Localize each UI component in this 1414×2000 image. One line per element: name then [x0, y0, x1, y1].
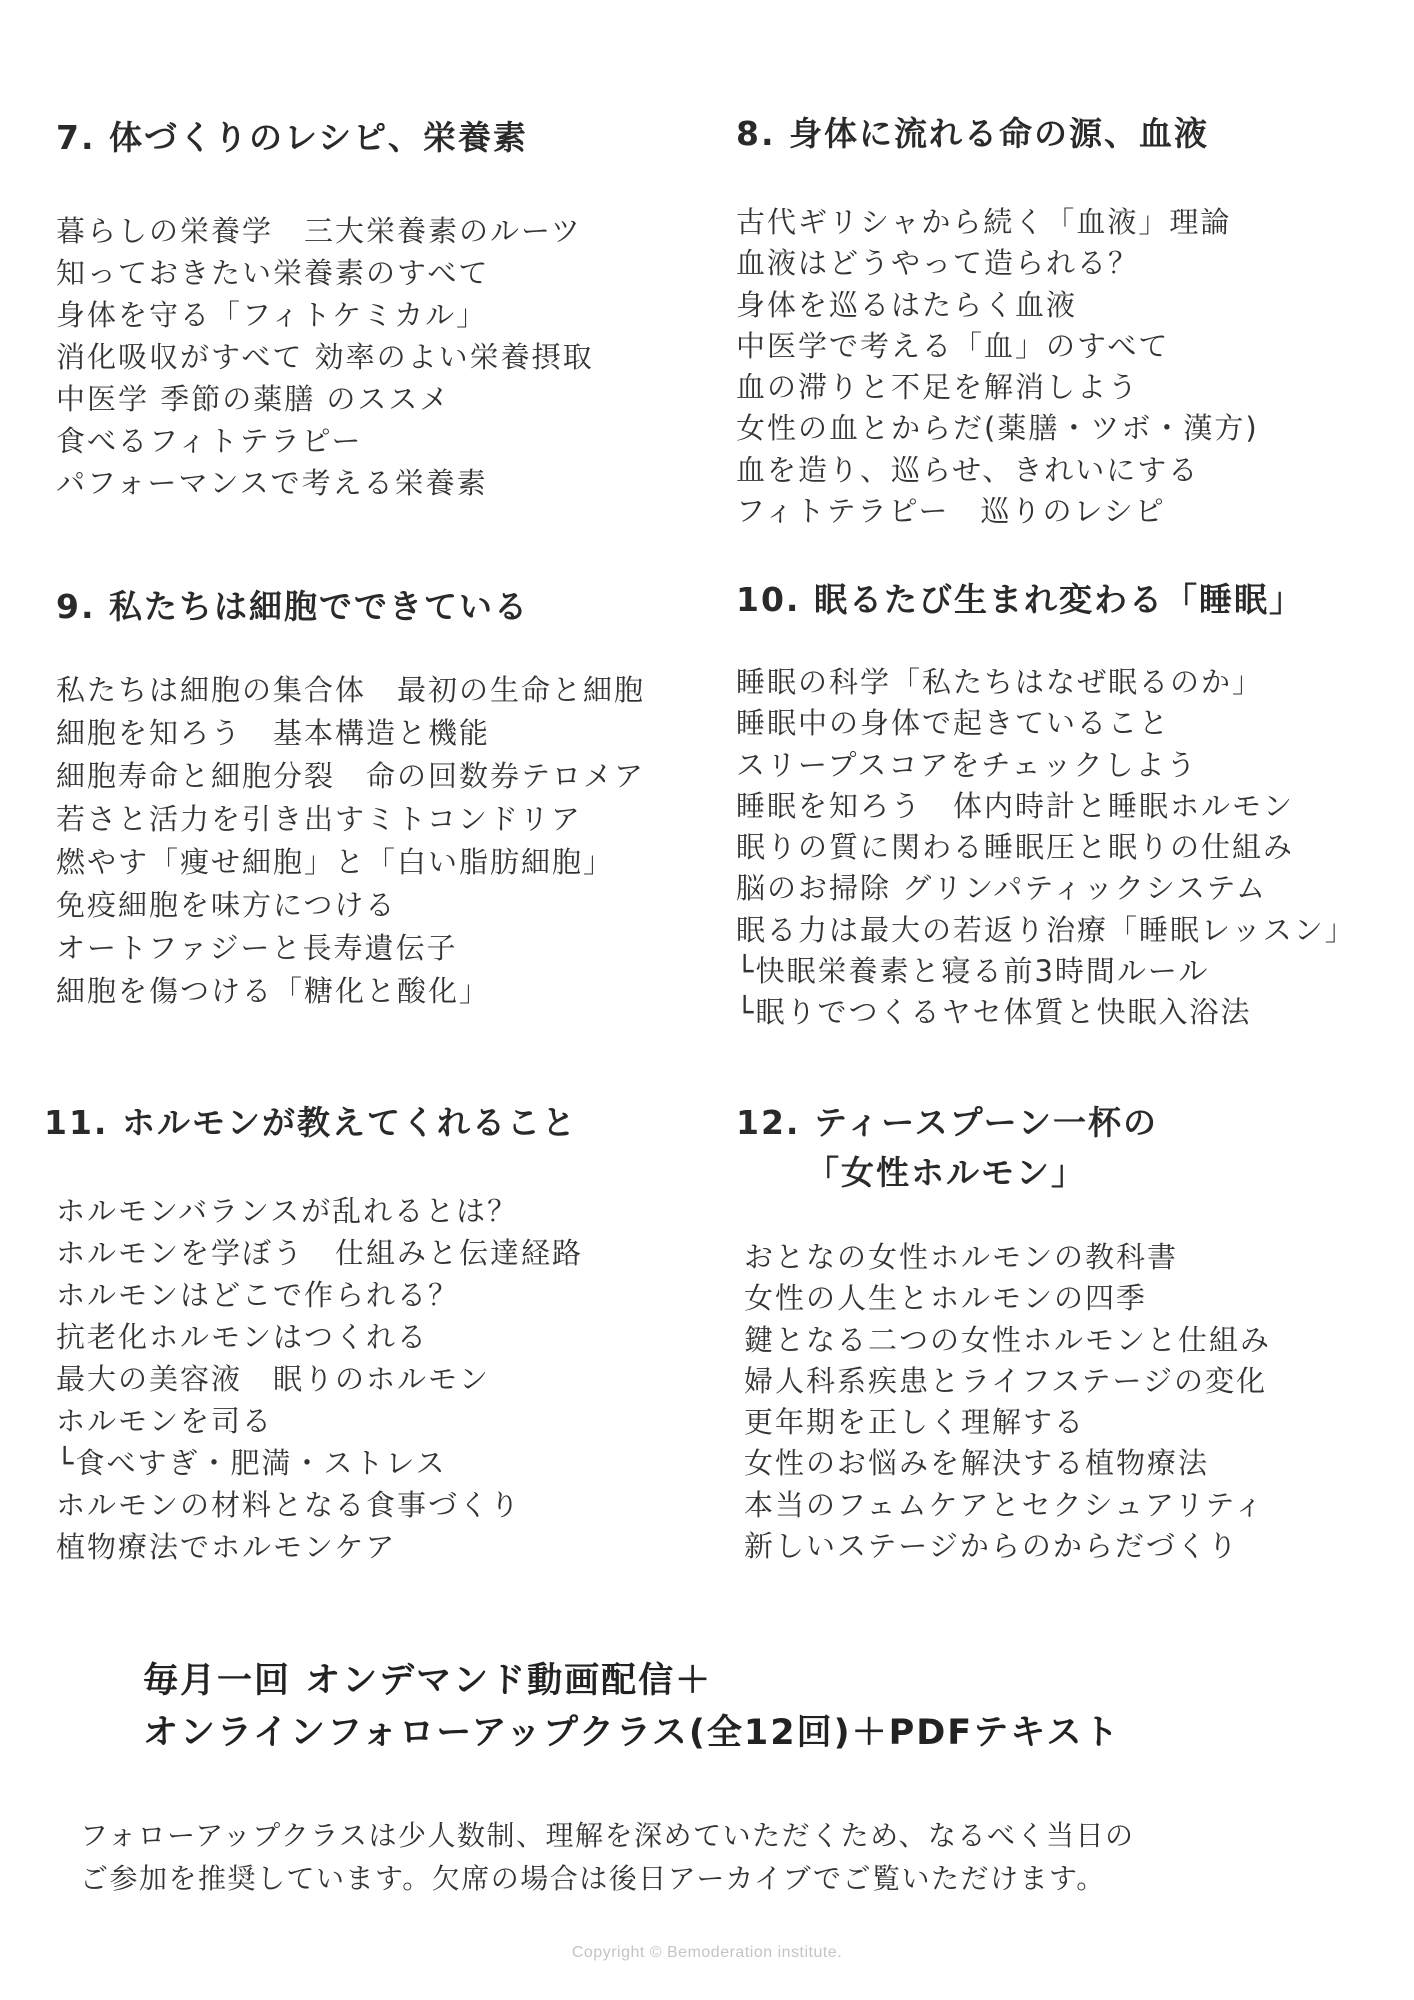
list-item: 血の滞りと不足を解消しよう: [736, 370, 1140, 405]
list-item: おとなの女性ホルモンの教科書: [744, 1240, 1179, 1274]
list-item: ホルモンバランスが乱れるとは？: [56, 1194, 519, 1228]
list-item: 女性のお悩みを解決する植物療法: [744, 1446, 1210, 1481]
list-item: 最大の美容液 眠りのホルモン: [56, 1362, 491, 1396]
section-10: [736, 578, 1356, 1034]
section-title: 9. 私たちは細胞でできている: [56, 587, 529, 626]
list-item: 睡眠を知ろう 体内時計と睡眠ホルモン: [736, 788, 1295, 823]
list-item: 細胞を知ろう 基本構造と機能: [56, 716, 491, 750]
topic-list: [736, 662, 1356, 1034]
list-item: オートファジーと長寿遺伝子: [56, 931, 458, 965]
list-item: 新しいステージからのからだづくり: [744, 1529, 1239, 1564]
section-11: [44, 1101, 583, 1568]
list-item: 鍵となる二つの女性ホルモンと仕組み: [744, 1322, 1272, 1357]
list-item: ホルモンを学ぼう 仕組みと伝達経路: [56, 1236, 584, 1270]
note-line-1: フォローアップクラスは少人数制、理解を深めていただくため、なるべく当日の: [80, 1819, 1135, 1852]
offer-line-2: オンラインフォローアップクラス(全12回)＋PDFテキスト: [143, 1713, 1121, 1753]
section-7: [56, 116, 594, 504]
list-item: └眠りでつくるヤセ体質と快眠入浴法: [736, 995, 1252, 1030]
list-item: 燃やす「痩せ細胞」と「白い脂肪細胞」: [56, 845, 615, 879]
list-item: ホルモンはどこで作られる？: [56, 1278, 460, 1312]
list-item: ホルモンを司る: [56, 1404, 274, 1438]
list-item: 中医学 季節の薬膳 のススメ: [56, 382, 451, 416]
topic-list: [736, 202, 1259, 532]
list-item: 古代ギリシャから続く「血液」理論: [736, 205, 1232, 239]
list-item: 眠る力は最大の若返り治療「睡眠レッスン」: [736, 912, 1356, 947]
list-item: 血を造り、巡らせ、きれいにする: [736, 452, 1200, 487]
list-item: 更年期を正しく理解する: [744, 1405, 1086, 1440]
section-title-line2: 「女性ホルモン」: [806, 1153, 1086, 1192]
course-offer: [143, 1655, 1121, 1759]
list-item: 本当のフェムケアとセクシュアリティ: [744, 1487, 1265, 1522]
topic-list: [44, 1190, 583, 1568]
list-item: 食べるフィトテラピー: [56, 424, 363, 458]
section-title-line1: 12. ティースプーン一杯の: [736, 1103, 1159, 1142]
list-item: 身体を守る「フィトケミカル」: [56, 298, 488, 332]
topic-list: [56, 210, 594, 504]
list-item: 若さと活力を引き出すミトコンドリア: [56, 802, 582, 836]
section-title: 8. 身体に流れる命の源、血液: [736, 114, 1209, 153]
section-title: [736, 1101, 1271, 1195]
list-item: スリープスコアをチェックしよう: [736, 747, 1198, 782]
list-item: ホルモンの材料となる食事づくり: [56, 1488, 522, 1522]
list-item: └食べすぎ・肥満・ストレス: [56, 1446, 447, 1480]
section-8: [736, 112, 1259, 532]
list-item: 睡眠中の身体で起きていること: [736, 706, 1171, 741]
section-title: 7. 体づくりのレシピ、栄養素: [56, 118, 528, 157]
list-item: └快眠栄養素と寝る前3時間ルール: [736, 954, 1210, 989]
list-item: 抗老化ホルモンはつくれる: [56, 1320, 429, 1354]
list-item: 暮らしの栄養学 三大栄養素のルーツ: [56, 214, 582, 248]
section-9: [56, 585, 645, 1013]
list-item: 身体を巡るはたらく血液: [736, 287, 1078, 322]
offer-line-1: 毎月一回 オンデマンド動画配信＋: [143, 1661, 713, 1701]
attendance-note: [80, 1814, 1134, 1900]
list-item: 私たちは細胞の集合体 最初の生命と細胞: [56, 673, 646, 707]
note-line-2: ご参加を推奨しています。欠席の場合は後日アーカイブでご覧いただけます。: [80, 1862, 1106, 1895]
list-item: 知っておきたい栄養素のすべて: [56, 256, 490, 290]
list-item: 細胞を傷つける「糖化と酸化」: [56, 974, 491, 1008]
section-12: [736, 1101, 1271, 1567]
copyright-text: Copyright © Bemoderation institute.: [571, 1944, 843, 1961]
list-item: 血液はどうやって造られる？: [736, 246, 1140, 281]
list-item: 女性の血とからだ(薬膳・ツボ・漢方): [736, 411, 1259, 446]
list-item: 婦人科系疾患とライフステージの変化: [744, 1363, 1267, 1398]
topic-list: [736, 1237, 1271, 1567]
section-title: 11. ホルモンが教えてくれること: [44, 1103, 577, 1142]
list-item: 脳のお掃除 グリンパティックシステム: [736, 871, 1267, 906]
list-item: 女性の人生とホルモンの四季: [744, 1281, 1148, 1316]
list-item: 植物療法でホルモンケア: [56, 1530, 397, 1564]
topic-list: [56, 669, 645, 1013]
list-item: 消化吸収がすべて 効率のよい栄養摂取: [56, 340, 594, 374]
list-item: 中医学で考える「血」のすべて: [736, 328, 1170, 363]
list-item: フィトテラピー 巡りのレシピ: [736, 494, 1166, 529]
list-item: 免疫細胞を味方につける: [56, 888, 397, 922]
list-item: 細胞寿命と細胞分裂 命の回数券テロメア: [56, 759, 646, 793]
list-item: パフォーマンスで考える栄養素: [56, 466, 488, 500]
list-item: 睡眠の科学「私たちはなぜ眠るのか」: [736, 665, 1264, 699]
section-title: 10. 眠るたび生まれ変わる「睡眠」: [736, 580, 1304, 619]
list-item: 眠りの質に関わる睡眠圧と眠りの仕組み: [736, 830, 1295, 865]
